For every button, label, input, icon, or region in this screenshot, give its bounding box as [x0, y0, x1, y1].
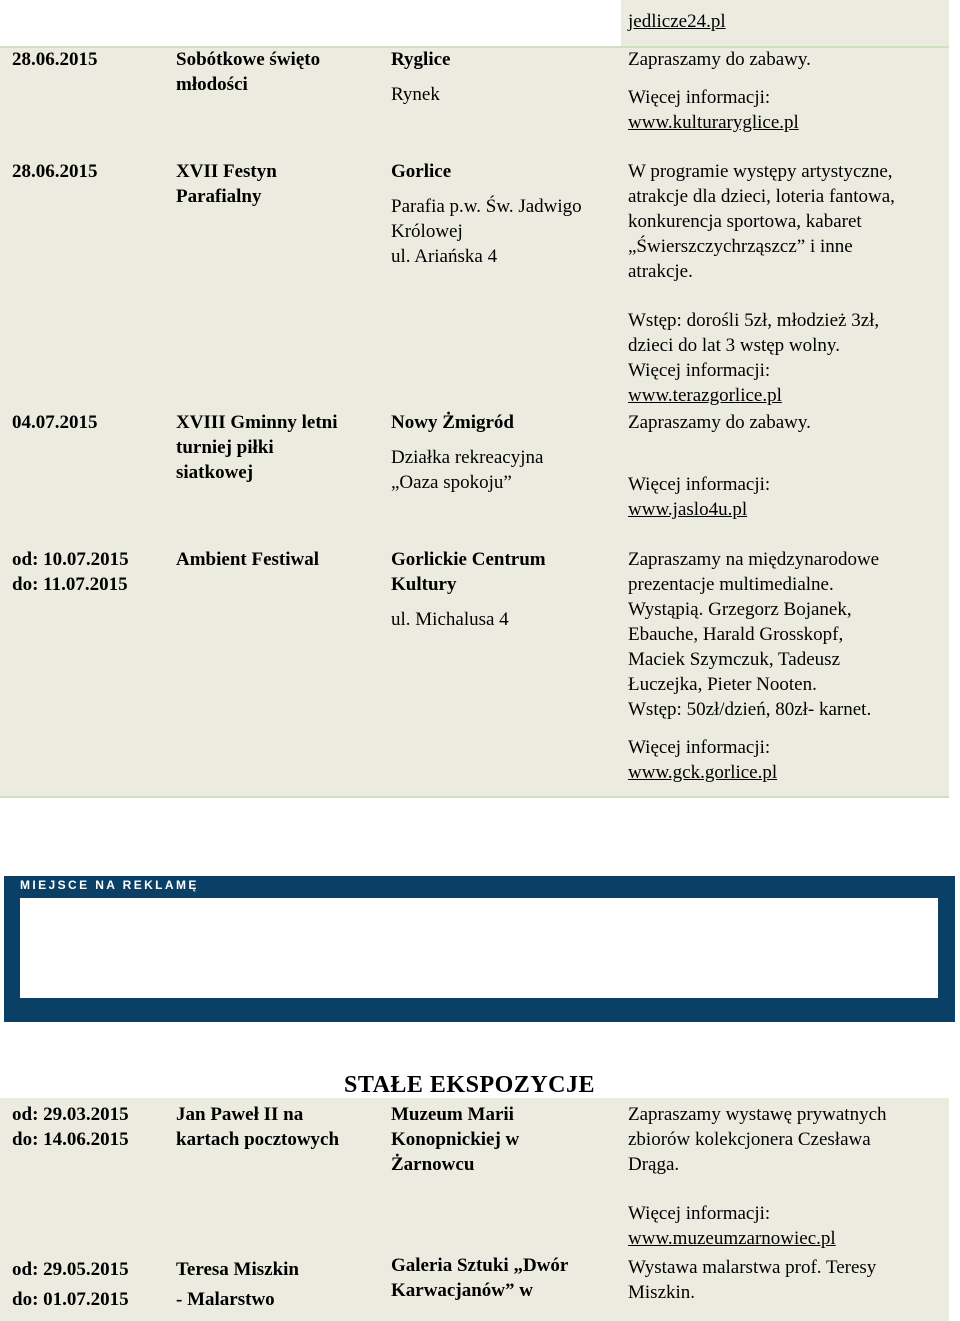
event-name: Ambient Festiwal	[176, 549, 320, 570]
exhibition-info: Zapraszamy wystawę prywatnych zbiorów kolekcjonera Czesława Drąga. Więcej informacji: www.muzeumzarnowiec.pl	[628, 1104, 887, 1249]
event-address: Parafia p.w. Św. Jadwigo Królowej ul. Ariańska 4	[391, 196, 582, 267]
event-name: XVII Festyn Parafialny	[176, 161, 277, 207]
event-address: ul. Michalusa 4	[391, 609, 509, 630]
info-link[interactable]: www.jaslo4u.pl	[628, 499, 748, 520]
event-info: W programie występy artystyczne, atrakcje dla dzieci, loteria fantowa, konkurencja sportowa, kabaret „Świerszczychrząszcz” i inne atrakcje. Wstęp: dorośli 5zł, młodzież 3zł, dzieci do lat 3 wstęp wolny. Więcej informacji: www.terazgorlice.pl	[628, 161, 895, 406]
event-place: Nowy Żmigród	[391, 412, 514, 433]
event-name: XVIII Gminny letni turniej piłki siatkowej	[176, 412, 338, 483]
event-place: Ryglice	[391, 49, 451, 70]
event-place: Gorlice	[391, 161, 452, 182]
event-date: 04.07.2015	[12, 412, 98, 433]
exhibition-name: Jan Paweł II na kartach pocztowych	[176, 1104, 340, 1150]
event-info: Zapraszamy do zabawy. Więcej informacji: www.kulturaryglice.pl	[628, 49, 811, 133]
row-divider	[0, 796, 949, 798]
exhibition-date: od: 29.03.2015 do: 14.06.2015	[12, 1104, 129, 1150]
exhibition-date: od: 29.05.2015 do: 01.07.2015	[12, 1259, 129, 1310]
info-link[interactable]: www.kulturaryglice.pl	[628, 112, 799, 133]
event-info: Zapraszamy do zabawy. Więcej informacji: www.jaslo4u.pl	[628, 412, 811, 520]
info-link[interactable]: www.muzeumzarnowiec.pl	[628, 1228, 836, 1249]
event-date: 28.06.2015	[12, 49, 98, 70]
event-place: Gorlickie Centrum Kultury	[391, 549, 546, 595]
info-link[interactable]: www.terazgorlice.pl	[628, 385, 782, 406]
section-title: STAŁE EKSPOZYCJE	[344, 1072, 595, 1098]
event-address: Działka rekreacyjna „Oaza spokoju”	[391, 447, 544, 493]
ad-area[interactable]	[20, 898, 938, 998]
event-info: Zapraszamy na międzynarodowe prezentacje multimedialne. Wystąpią. Grzegorz Bojanek, Ebauche, Harald Grosskopf, Maciek Szymczuk, Tadeusz Łuczejka, Pieter Nooten. Wstęp: 50zł/dzień, 80zł- karnet. Więcej informacji: www.gck.gorlice.pl	[628, 549, 880, 783]
exhibition-place: Muzeum Marii Konopnickiej w Żarnowcu	[391, 1104, 520, 1175]
event-address: Rynek	[391, 84, 440, 105]
info-link[interactable]: jedlicze24.pl	[628, 11, 726, 32]
event-date: od: 10.07.2015 do: 11.07.2015	[12, 549, 129, 595]
info-link[interactable]: www.gck.gorlice.pl	[628, 762, 778, 783]
event-name: Sobótkowe święto młodości	[176, 49, 321, 95]
event-date: 28.06.2015	[12, 161, 98, 182]
exhibition-place: Galeria Sztuki „Dwór Karwacjanów” w	[391, 1255, 569, 1301]
exhibition-name: Teresa Miszkin - Malarstwo	[176, 1259, 299, 1310]
exhibition-info: Wystawa malarstwa prof. Teresy Miszkin.	[628, 1257, 877, 1303]
ad-label: MIEJSCE NA REKLAMĘ	[20, 878, 199, 892]
